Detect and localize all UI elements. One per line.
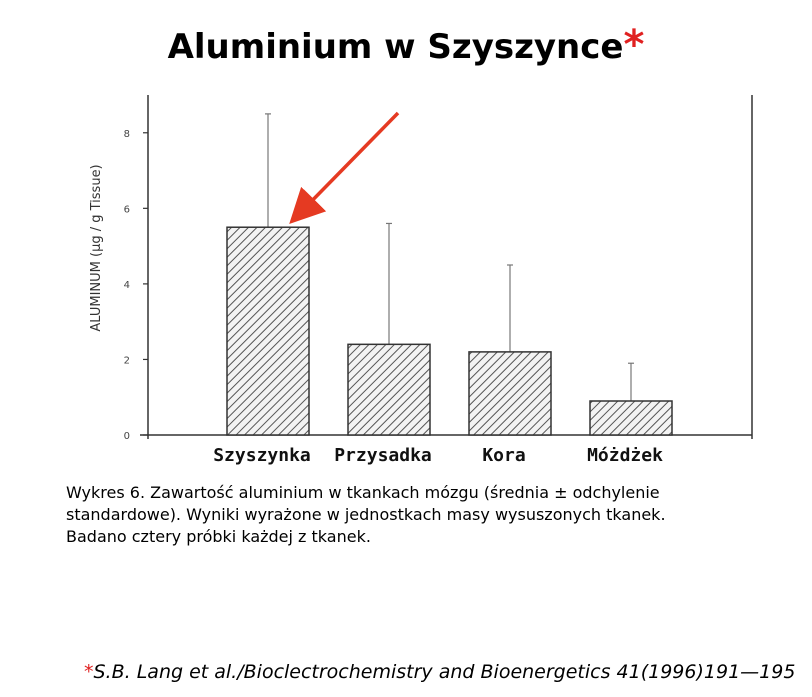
y-axis-label: ALUMINUM (µg / g Tissue) [89, 164, 104, 332]
y-tick-label: 6 [123, 204, 130, 216]
x-tick-label: Móżdżek [587, 445, 663, 466]
y-tick-label: 0 [123, 431, 130, 442]
slide-title-text: Aluminium w Szyszynce [167, 27, 624, 67]
x-tick-label: Szyszynka [213, 445, 311, 466]
source-text: S.B. Lang et al./Bioclectrochemistry and Bioenergetics 41(1996)191—195 [93, 661, 796, 683]
y-tick-label: 8 [123, 128, 130, 140]
caption-line: Wykres 6. Zawartość aluminium w tkankach mózgu (średnia ± odchylenie [66, 483, 660, 502]
source-citation [84, 661, 795, 683]
y-tick-label: 2 [123, 355, 130, 367]
x-tick-label: Przysadka [334, 445, 432, 466]
y-axis [89, 129, 148, 442]
caption-line: Badano cztery próbki każdej z tkanek. [66, 527, 371, 546]
x-axis-labels [213, 445, 663, 466]
caption-line: standardowe). Wyniki wyrażone w jednostkach masy wysuszonych tkanek. [66, 505, 666, 524]
bars-group [227, 114, 672, 435]
x-tick-label: Kora [482, 445, 526, 466]
bar [227, 227, 309, 435]
y-tick-label: 4 [123, 279, 130, 291]
title-asterisk: * [623, 22, 645, 68]
bar [348, 344, 430, 435]
bar [469, 352, 551, 435]
source-asterisk: * [84, 661, 94, 683]
red-arrow [299, 113, 398, 214]
figure-caption [66, 482, 766, 548]
annotation-group [299, 113, 398, 214]
bar [590, 401, 672, 435]
